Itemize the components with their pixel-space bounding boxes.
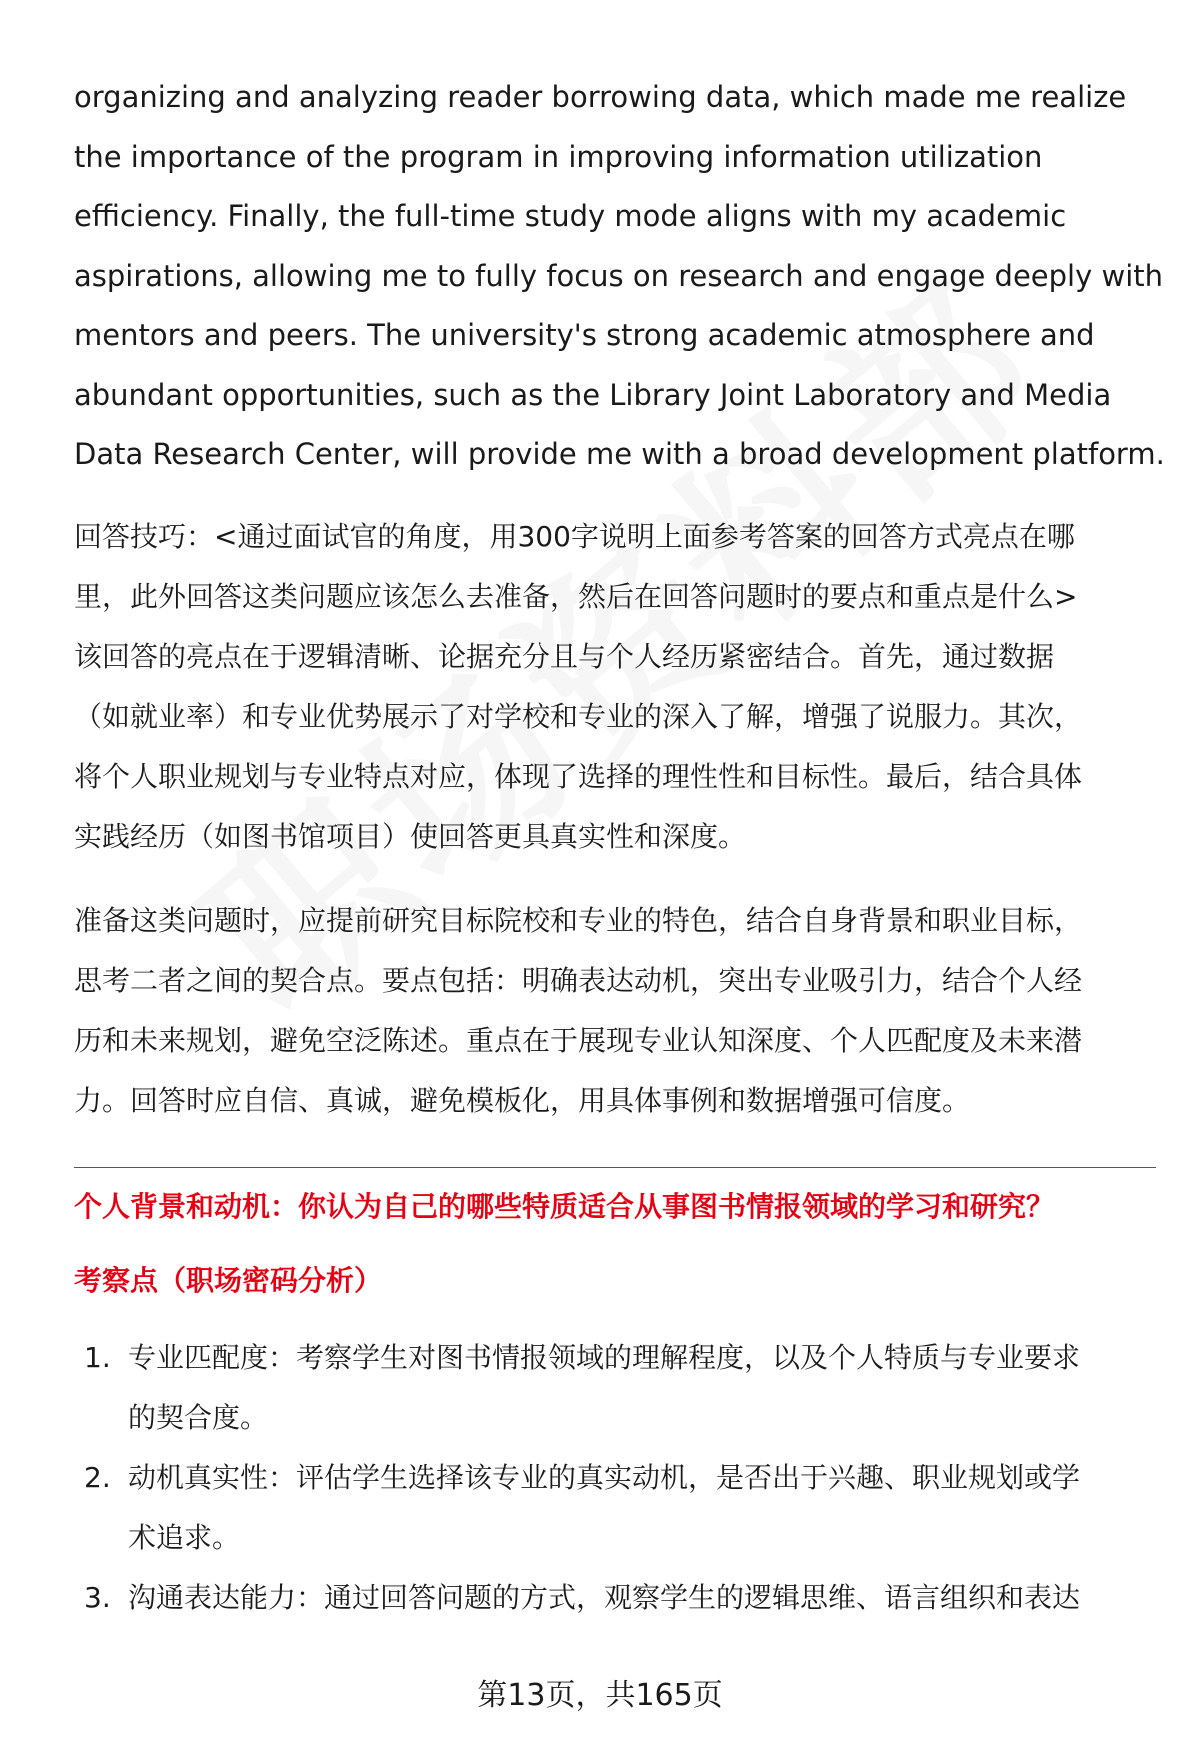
page-footer: 第13页，共165页: [477, 1678, 723, 1713]
paragraph-line: 将个人职业规划与专业特点对应，体现了选择的理性性和目标性。最后，结合具体: [74, 759, 1083, 793]
paragraph-line: 里，此外回答这类问题应该怎么去准备，然后在回答问题时的要点和重点是什么>: [74, 579, 1078, 613]
list-item-number: 1.: [84, 1340, 111, 1374]
paragraph-line: Data Research Center, will provide me with a broad development platform.: [74, 437, 1165, 471]
list-item-line: 的契合度。: [128, 1400, 269, 1434]
paragraph-line: mentors and peers. The university's strong academic atmosphere and: [74, 318, 1095, 352]
list-item-number: 3.: [84, 1580, 111, 1614]
paragraph-line: 历和未来规划，避免空泛陈述。重点在于展现专业认知深度、个人匹配度及未来潜: [74, 1023, 1083, 1057]
paragraph-line: abundant opportunities, such as the Library Joint Laboratory and Media: [74, 377, 1112, 412]
paragraph-line: the importance of the program in improving information utilization: [74, 139, 1043, 174]
intro-paragraph: [74, 68, 1165, 485]
list-item: [74, 1448, 1154, 1568]
paragraph-line: efficiency. Finally, the full-time study mode aligns with my academic: [74, 199, 1067, 233]
list-item-line: 沟通表达能力：通过回答问题的方式，观察学生的逻辑思维、语言组织和表达: [128, 1580, 1081, 1614]
list-item: [74, 1568, 1154, 1628]
paragraph-line: 力。回答时应自信、真诚，避免模板化，用具体事例和数据增强可信度。: [74, 1083, 971, 1117]
list-item-line: 动机真实性：评估学生选择该专业的真实动机，是否出于兴趣、职业规划或学: [128, 1460, 1081, 1494]
list-item: [74, 1328, 1154, 1448]
paragraph-line: （如就业率）和专业优势展示了对学校和专业的深入了解，增强了说服力。其次，: [74, 699, 1083, 733]
paragraph-line: organizing and analyzing reader borrowing data, which made me realize: [74, 80, 1127, 114]
section-divider: [74, 1167, 1156, 1168]
list-item-line: 术追求。: [128, 1520, 241, 1554]
question-heading: 个人背景和动机：你认为自己的哪些特质适合从事图书情报领域的学习和研究？: [74, 1189, 1055, 1223]
assessment-points-list: [74, 1328, 1154, 1628]
paragraph-line: 思考二者之间的契合点。要点包括：明确表达动机，突出专业吸引力，结合个人经: [74, 963, 1083, 997]
paragraph-line: aspirations, allowing me to fully focus on research and engage deeply with: [74, 258, 1164, 293]
assessment-heading: 考察点（职场密码分析）: [74, 1263, 383, 1297]
list-item-line: 专业匹配度：考察学生对图书情报领域的理解程度，以及个人特质与专业要求: [128, 1340, 1081, 1374]
paragraph-line: 实践经历（如图书馆项目）使回答更具真实性和深度。: [74, 819, 747, 853]
paragraph-line: 回答技巧：<通过面试官的角度，用300字说明上面参考答案的回答方式亮点在哪: [74, 519, 1075, 553]
paragraph-line: 准备这类问题时，应提前研究目标院校和专业的特色，结合自身背景和职业目标，: [74, 903, 1083, 937]
page-content: [74, 68, 1165, 1628]
preparation-paragraph: [74, 891, 1154, 1131]
paragraph-line: 该回答的亮点在于逻辑清晰、论据充分且与个人经历紧密结合。首先，通过数据: [74, 639, 1055, 673]
list-item-number: 2.: [84, 1460, 111, 1494]
answer-tips-paragraph: [74, 507, 1154, 867]
